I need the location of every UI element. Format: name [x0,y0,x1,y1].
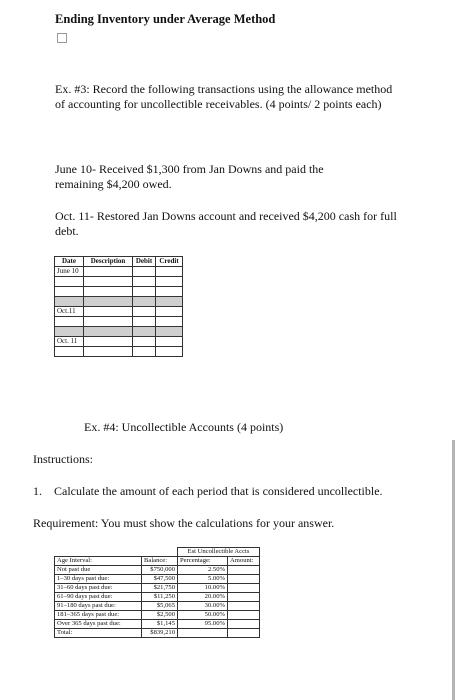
aging-row [55,584,260,593]
step-text: Calculate the amount of each period that is considered uncollectible. [54,484,383,498]
aging-interval: 61–90 days past due: [55,593,142,602]
journal-row [55,317,183,327]
aging-balance: $11,250 [142,593,178,602]
journal-cell-credit[interactable] [156,347,183,357]
aging-amount[interactable] [228,629,260,638]
requirement-text: Requirement: You must show the calculations for your answer. [33,516,335,530]
journal-separator-row [55,297,183,307]
aging-percentage [178,629,228,638]
journal-cell-description[interactable] [84,347,133,357]
aging-interval: 181–365 days past due: [55,611,142,620]
ex3-prompt: Ex. #3: Record the following transactions using the allowance method of accounting for uncollectible receivables. (4 points/ 2 points each) [55,82,393,111]
aging-interval: 1–30 days past due: [55,575,142,584]
aging-total-row [55,629,260,638]
aging-row [55,575,260,584]
journal-cell-description [84,297,133,307]
journal-table [54,256,183,357]
aging-header-interval: Age Interval: [55,557,142,566]
journal-cell-description[interactable] [84,287,133,297]
journal-cell-debit[interactable] [133,347,156,357]
journal-cell-date[interactable]: Oct.11 [55,307,84,317]
scrollbar[interactable] [452,440,455,700]
journal-cell-date[interactable]: Oct. 11 [55,337,84,347]
oct-transaction: Oct. 11- Restored Jan Downs account and received $4,200 cash for full debt. [55,209,397,238]
aging-header-row [55,557,260,566]
journal-cell-credit[interactable] [156,277,183,287]
journal-cell-description[interactable] [84,277,133,287]
step-number: 1. [33,484,42,498]
journal-separator-row [55,327,183,337]
aging-interval: Not past due [55,566,142,575]
aging-balance: $21,750 [142,584,178,593]
aging-balance: $1,145 [142,620,178,629]
aging-interval: Total: [55,629,142,638]
journal-cell-credit[interactable] [156,307,183,317]
journal-cell-date [55,327,84,337]
journal-cell-credit[interactable] [156,317,183,327]
journal-cell-debit [133,297,156,307]
aging-row [55,611,260,620]
aging-table [54,547,260,638]
journal-cell-debit [133,327,156,337]
aging-header-amount: Amount: [228,557,260,566]
aging-header-balance: Balance: [142,557,178,566]
aging-amount[interactable] [228,620,260,629]
ex4-title: Ex. #4: Uncollectible Accounts (4 points) [84,420,284,434]
journal-row [55,307,183,317]
journal-cell-debit[interactable] [133,287,156,297]
checkbox[interactable] [57,33,67,43]
aging-balance: $750,000 [142,566,178,575]
aging-percentage: 2.50% [178,566,228,575]
aging-amount[interactable] [228,575,260,584]
instructions-label: Instructions: [33,452,93,466]
journal-header-description: Description [84,257,133,267]
aging-interval: Over 365 days past due: [55,620,142,629]
journal-row [55,287,183,297]
journal-cell-date[interactable] [55,277,84,287]
aging-percentage: 10.00% [178,584,228,593]
aging-header-percentage: Percentage: [178,557,228,566]
journal-cell-debit[interactable] [133,317,156,327]
journal-cell-credit[interactable] [156,287,183,297]
journal-header-debit: Debit [133,257,156,267]
journal-cell-description[interactable] [84,317,133,327]
aging-percentage: 95.00% [178,620,228,629]
aging-percentage: 5.00% [178,575,228,584]
journal-header-credit: Credit [156,257,183,267]
aging-amount[interactable] [228,566,260,575]
aging-amount[interactable] [228,584,260,593]
journal-row [55,277,183,287]
june-transaction: June 10- Received $1,300 from Jan Downs and paid the remaining $4,200 owed. [55,162,324,191]
journal-row [55,337,183,347]
journal-header-date: Date [55,257,84,267]
journal-cell-description[interactable] [84,307,133,317]
journal-cell-credit[interactable] [156,337,183,347]
journal-cell-debit[interactable] [133,307,156,317]
journal-cell-date [55,297,84,307]
page-title: Ending Inventory under Average Method [55,12,276,26]
journal-row [55,347,183,357]
journal-cell-description[interactable] [84,267,133,277]
journal-cell-debit[interactable] [133,337,156,347]
aging-amount[interactable] [228,602,260,611]
journal-cell-debit[interactable] [133,267,156,277]
aging-percentage: 30.00% [178,602,228,611]
aging-interval: 91–180 days past due: [55,602,142,611]
journal-row [55,267,183,277]
journal-cell-date[interactable]: June 10 [55,267,84,277]
aging-group-header-row [55,548,260,557]
aging-percentage: 50.00% [178,611,228,620]
aging-interval: 31–60 days past due: [55,584,142,593]
journal-cell-description[interactable] [84,337,133,347]
journal-header-row [55,257,183,267]
aging-balance: $2,500 [142,611,178,620]
journal-cell-description [84,327,133,337]
aging-amount[interactable] [228,611,260,620]
aging-balance: $5,065 [142,602,178,611]
aging-row [55,593,260,602]
journal-cell-credit [156,327,183,337]
journal-cell-credit[interactable] [156,267,183,277]
aging-balance: $47,500 [142,575,178,584]
aging-percentage: 20.00% [178,593,228,602]
journal-cell-debit[interactable] [133,277,156,287]
aging-blank-cell [55,548,142,557]
aging-blank-cell [142,548,178,557]
aging-row [55,620,260,629]
journal-cell-date[interactable] [55,317,84,327]
aging-balance: $839,210 [142,629,178,638]
instruction-step-1 [33,484,413,499]
journal-cell-date[interactable] [55,287,84,297]
aging-row [55,602,260,611]
journal-cell-credit [156,297,183,307]
aging-group-header: Est Uncollectible Accts [178,548,260,557]
aging-amount[interactable] [228,593,260,602]
aging-row [55,566,260,575]
journal-cell-date[interactable] [55,347,84,357]
